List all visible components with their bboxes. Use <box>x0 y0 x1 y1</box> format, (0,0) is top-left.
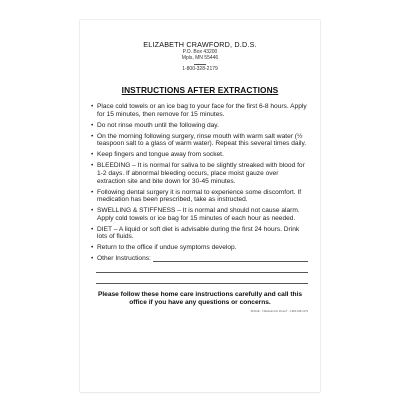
bullet-icon: • <box>91 132 94 140</box>
closing-note: Please follow these home care instructions carefully and call this office if you have any questions or concerns. <box>97 290 303 306</box>
bullet-icon: • <box>91 225 94 233</box>
list-item <box>91 207 308 222</box>
bullet-icon: • <box>91 207 94 215</box>
bullet-icon: • <box>91 151 94 159</box>
list-item <box>91 189 308 204</box>
form-number: #1010E · ©Medical Arts Press® · 1-800-328-2179 <box>250 309 308 313</box>
list-item-text: DIET – A liquid or soft diet is advisable during the first 24 hours. Drink lots of fluids. <box>97 225 300 241</box>
page-title: INSTRUCTIONS AFTER EXTRACTIONS <box>121 85 279 96</box>
list-item-text: Return to the office if undue symptoms develop. <box>97 244 237 252</box>
other-instructions-write-line <box>153 261 308 262</box>
write-in-line <box>96 272 308 273</box>
bullet-icon: • <box>91 244 94 252</box>
bullet-icon: • <box>91 162 94 170</box>
phone-number: 1-800-328-2179 <box>182 66 218 73</box>
list-item <box>91 151 308 159</box>
address-divider <box>194 64 206 65</box>
instruction-sheet <box>80 20 320 392</box>
list-item <box>91 103 308 118</box>
list-item-text: Keep fingers and tongue away from socket. <box>97 151 224 159</box>
list-item <box>91 122 308 130</box>
instructions-list <box>91 103 308 263</box>
list-item <box>91 133 308 148</box>
list-item-text: BLEEDING – It is normal for saliva to be slightly streaked with blood for 1-2 days. If abnormal bleeding occurs, place moist gauze over extraction site and bite down for 30-45 minutes. <box>97 162 305 185</box>
list-item-text: On the morning following surgery, rinse mouth with warm salt water (½ teaspoon salt to a glass of warm water). Repeat this several times daily. <box>97 132 307 148</box>
list-item-text: SWELLING & STIFFNESS – It is normal and should not cause alarm. Apply cold towels or ice bag for 15 minutes of each hour as needed. <box>97 207 300 222</box>
bullet-icon: • <box>91 188 94 196</box>
bullet-icon: • <box>91 103 94 111</box>
address-line-2: Mpls, MN 55446 <box>181 55 219 62</box>
list-item-text: Following dental surgery it is normal to experience some discomfort. If medication has been prescribed, take as instructed. <box>97 188 302 204</box>
list-item-text: Place cold towels or an ice bag to your face for the first 6-8 hours. Apply for 15 minutes, then remove for 15 minutes. <box>97 103 307 118</box>
list-item <box>91 226 308 241</box>
bullet-icon: • <box>91 121 94 129</box>
list-item-text: Do not rinse mouth until the following day. <box>97 121 219 129</box>
dentist-name: ELIZABETH CRAWFORD, D.D.S. <box>143 40 257 49</box>
list-item <box>91 244 308 252</box>
letterhead <box>80 20 320 73</box>
write-in-line <box>96 283 308 284</box>
other-instructions-label: Other Instructions: <box>97 255 151 263</box>
bullet-icon: • <box>91 255 94 263</box>
other-instructions-item <box>91 255 308 263</box>
address-line-1: P.O. Box 43200 <box>182 49 218 55</box>
list-item <box>91 162 308 185</box>
